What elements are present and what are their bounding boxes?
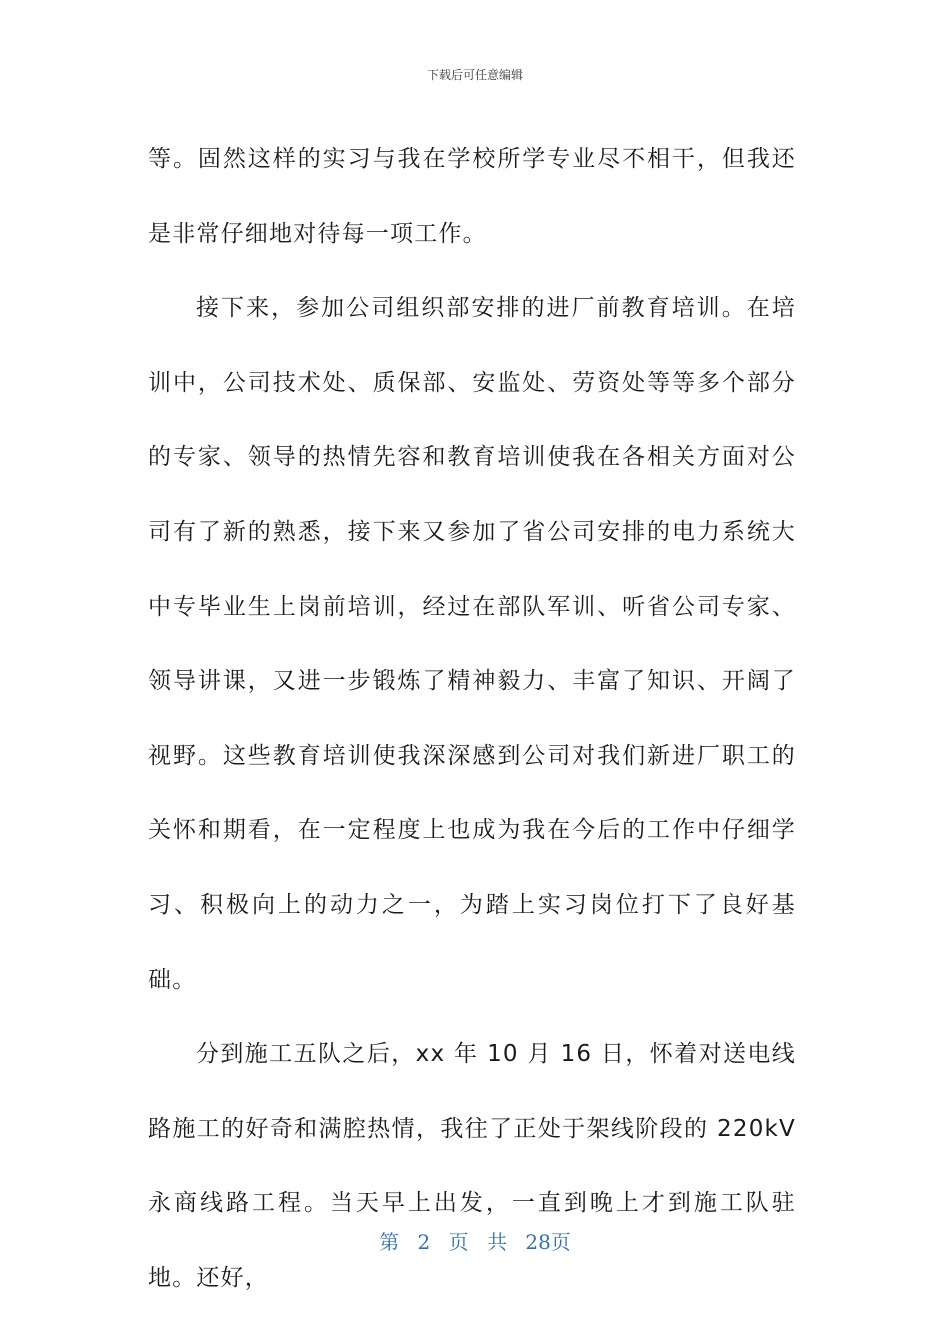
document-body <box>148 122 796 1316</box>
footer-total-pages: 28页 <box>525 1230 571 1254</box>
paragraph-3: 分到施工五队之后，xx 年 10 月 16 日，怀着对送电线路施工的好奇和满腔热情，我往了正处于架线阶段的 220kV 永商线路工程。当天早上出发，一直到晚上才到施工队驻地。还好， <box>148 1041 796 1291</box>
footer-page-unit: 页 <box>448 1230 469 1254</box>
footer-current-page: 2 <box>417 1230 431 1254</box>
footer-total-prefix: 共 <box>487 1230 507 1254</box>
paragraph-1: 等。固然这样的实习与我在学校所学专业尽不相干，但我还是非常仔细地对待每一项工作。 <box>148 146 796 247</box>
footer-prefix: 第 <box>379 1230 400 1254</box>
page-footer <box>0 1226 950 1255</box>
paragraph-2: 接下来，参加公司组织部安排的进厂前教育培训。在培训中，公司技术处、质保部、安监处、劳资处等等多个部分的专家、领导的热情先容和教育培训使我在各相关方面对公司有了新的熟悉，接下来又参加了省公司安排的电力系统大中专毕业生上岗前培训，经过在部队军训、听省公司专家、领导讲课，又进一步锻炼了精神毅力、丰富了知识、开阔了视野。这些教育培训使我深深感到公司对我们新进厂职工的关怀和期看，在一定程度上也成为我在今后的工作中仔细学习、积极向上的动力之一，为踏上实习岗位打下了良好基础。 <box>148 295 796 993</box>
header-note: 下载后可任意编辑 <box>426 68 523 82</box>
